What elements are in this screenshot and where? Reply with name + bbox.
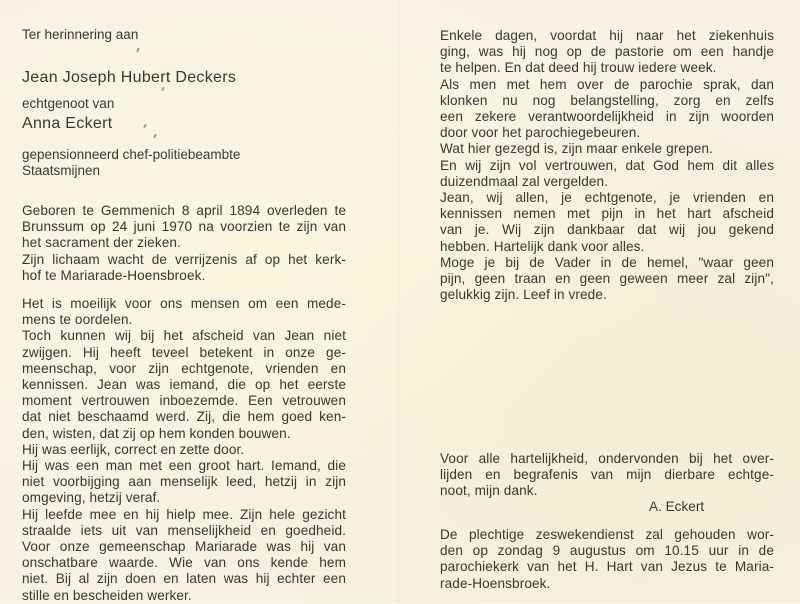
tribute-line: meenschap, voor zijn echtgenote, vrienden en [22,360,346,376]
tribute-line: niet. Bij al zijn doen en laten was hij echter een [22,571,346,587]
service-line: den op zondag 9 augustus om 10.15 uur in de [440,543,774,559]
biography-paragraph [22,203,346,284]
right-line: een zekere verantwoordelijkheid in zijn woorden [440,109,774,125]
right-line: gelukkig zijn. Leef in vrede. [440,287,607,303]
thanks-line: lijden en begrafenis van mijn dierbare echtge- [440,467,774,483]
right-line: pijn, geen traan en geen geween meer zal zijn", [440,271,774,287]
right-line: Als men met hem over de parochie sprak, dan [440,76,774,92]
right-page-text [440,28,774,303]
thanks-line: Voor alle hartelijkheid, ondervonden bij het over- [440,451,774,466]
tribute-line: niet voorbijging aan menselijk leed, hetzij in zijn [22,474,346,490]
tribute-line: zwijgen. Hij heeft teveel betekent in onze ge- [22,344,346,360]
tribute-paragraph [22,296,346,604]
bio-line: Zijn lichaam wacht de verrijzenis af op het kerk- [22,251,346,267]
service-line: De plechtige zeswekendienst zal gehouden wor- [440,527,774,542]
right-line: te helpen. En dat deed hij trouw iedere week. [440,60,717,76]
occupation-line: gepensionneerd chef-politiebeambte [22,147,241,162]
thanks-line: noot, mijn dank. [440,483,538,499]
tribute-line: dat niet beschaamd werd. Zij, die hem goed ken- [22,409,346,425]
tribute-line: stille en bescheiden werker. [22,587,192,603]
right-line: kennissen nemen met pijn in het hart afscheid [440,206,774,222]
right-line: Jean, wij allen, je echtgenote, je vrienden en [440,190,774,206]
tribute-line: Voor onze gemeenschap Mariarade was hij van [22,539,346,555]
thanks-paragraph [440,451,774,500]
tribute-line: moment vertrouwen inboezemde. Een vetrouwen [22,393,346,409]
right-line: duizendmaal zal vergelden. [440,173,609,189]
occupation [22,147,240,179]
right-line: van je. Wij zijn dankbaar dat wij jou gekend [440,222,774,238]
service-line: rade-Hoensbroek. [440,575,551,591]
tribute-line: Het is moeilijk voor ons mensen om een mede- [22,296,346,311]
spouse-name: Anna Eckert [22,115,113,132]
right-line: door voor het parochiegebeuren. [440,125,641,141]
tribute-line: straalde iets uit van menselijkheid en goedheid. [22,522,346,538]
tribute-line: Hij was een man met een groot hart. Iemand, die [22,458,346,474]
bio-line: Geboren te Gemmenich 8 april 1894 overleden te [22,203,346,218]
bio-line: hof te Mariarade-Hoensbroek. [22,267,206,283]
tribute-line: Hij was eerlijk, correct en zette door. [22,441,245,457]
service-announcement [440,527,774,592]
occupation-line: Staatsmijnen [22,163,101,178]
relation-text: echtgenoot van [22,96,115,111]
tribute-line: omgeving, hetzij veraf. [22,490,161,506]
right-line: Enkele dagen, voordat hij naar het ziekenhuis [440,28,774,43]
bio-line: Brunssum op 24 juni 1970 na voorzien te zijn van [22,219,346,235]
right-line: Moge je bij de Vader in de hemel, "waar geen [440,254,774,270]
card-fold [398,0,400,602]
tribute-line: mens te oordelen. [22,312,133,328]
service-line: parochiekerk van het H. Hart van Jezus te Maria- [440,559,774,575]
signature: A. Eckert [649,499,705,514]
right-line: ging, was hij nog op de pastorie om een handje [440,44,774,60]
deceased-name: Jean Joseph Hubert Deckers [22,69,237,86]
right-line: Wat hier gezegd is, zijn maar enkele grepen. [440,141,713,157]
bio-line: het sacrament der zieken. [22,235,181,251]
tribute-line: Toch kunnen wij bij het afscheid van Jean niet [22,328,346,344]
right-line: hebben. Hartelijk dank voor alles. [440,238,645,254]
tribute-line: Hij leefde mee en hij hielp mee. Zijn hele gezicht [22,506,346,522]
tribute-line: kennissen. Jean was iemand, die op het eerste [22,377,346,393]
tribute-line: onschatbare waarde. Wie van ons kende hem [22,555,346,571]
right-line: klonken nu nog belangstelling, zorg en zelfs [440,92,774,108]
intro-text: Ter herinnering aan [22,27,139,42]
tribute-line: den, wisten, dat zij op hem konden bouwen. [22,425,291,441]
right-line: En wij zijn vol vertrouwen, dat God hem dit alles [440,157,774,173]
